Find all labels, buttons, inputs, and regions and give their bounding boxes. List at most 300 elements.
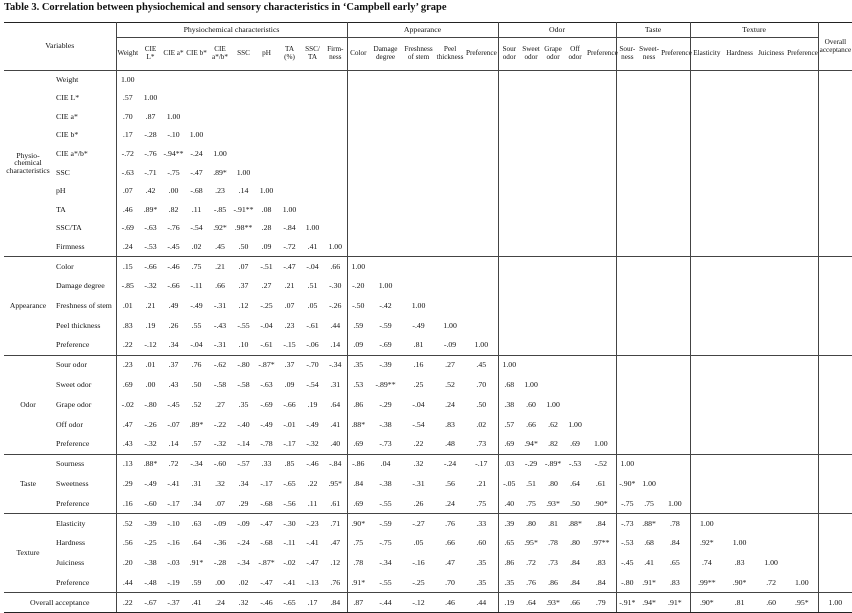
empty-cell xyxy=(723,201,756,220)
empty-cell xyxy=(723,219,756,238)
correlation-cell: .34 xyxy=(191,498,202,508)
empty-cell xyxy=(756,375,786,395)
variable-name: CIE b* xyxy=(52,126,116,145)
empty-cell xyxy=(435,145,465,164)
correlation-cell: .21 xyxy=(208,256,232,276)
empty-cell xyxy=(690,201,723,220)
correlation-cell: -.63 xyxy=(121,167,134,177)
correlation-cell: .14 xyxy=(238,186,249,196)
correlation-cell: .70 xyxy=(122,111,133,121)
correlation-cell: .84 xyxy=(570,558,580,568)
empty-cell xyxy=(723,145,756,164)
correlation-cell: .59 xyxy=(353,320,364,330)
correlation-cell: .40 xyxy=(324,435,347,455)
correlation-cell: .98** xyxy=(234,223,253,233)
empty-cell xyxy=(786,474,818,494)
column-header: Peel thickness xyxy=(435,38,465,71)
empty-cell xyxy=(638,375,660,395)
empty-cell xyxy=(723,108,756,127)
correlation-cell: 1.00 xyxy=(189,130,204,140)
correlation-cell: -.34 xyxy=(237,558,250,568)
correlation-cell: -.11 xyxy=(283,538,296,548)
correlation-cell: -.90* xyxy=(619,479,636,489)
correlation-cell: .69 xyxy=(353,439,364,449)
correlation-cell: -.71 xyxy=(144,167,157,177)
correlation-cell: .84 xyxy=(324,593,347,613)
empty-cell xyxy=(638,238,660,257)
empty-cell xyxy=(208,89,232,108)
table-row xyxy=(4,573,852,593)
correlation-cell: .46 xyxy=(122,204,133,214)
correlation-cell: -.23 xyxy=(301,514,324,534)
empty-cell xyxy=(723,474,756,494)
empty-cell xyxy=(786,454,818,474)
correlation-cell: -.39 xyxy=(369,355,402,375)
empty-cell xyxy=(498,296,520,316)
empty-cell xyxy=(638,256,660,276)
empty-cell xyxy=(520,108,542,127)
column-header: CIE a* xyxy=(162,38,185,71)
correlation-cell: -.47 xyxy=(278,256,301,276)
table-row xyxy=(4,534,852,554)
correlation-cell: -.55 xyxy=(237,320,250,330)
correlation-cell: .83 xyxy=(122,320,133,330)
empty-cell xyxy=(520,296,542,316)
correlation-cell: -.58 xyxy=(237,380,250,390)
column-header: Preference xyxy=(586,38,616,71)
correlation-cell: -.57 xyxy=(232,454,255,474)
correlation-cell: -.76 xyxy=(144,149,157,159)
variable-name: Damage degree xyxy=(52,276,116,296)
empty-cell xyxy=(756,435,786,455)
correlation-cell: 1.00 xyxy=(660,494,690,514)
correlation-cell: -.45 xyxy=(167,399,180,409)
correlation-cell: -.50 xyxy=(352,300,365,310)
empty-cell xyxy=(586,126,616,145)
empty-cell xyxy=(786,395,818,415)
correlation-cell: .01 xyxy=(122,300,133,310)
empty-cell xyxy=(616,108,638,127)
correlation-cell: -.49 xyxy=(190,300,203,310)
correlation-cell: .82 xyxy=(168,204,179,214)
empty-cell xyxy=(324,126,347,145)
correlation-cell: 1.00 xyxy=(305,223,320,233)
empty-cell xyxy=(818,553,852,573)
correlation-cell: -.34 xyxy=(324,355,347,375)
empty-cell xyxy=(638,336,660,356)
empty-cell xyxy=(232,145,255,164)
correlation-cell: .41 xyxy=(644,558,654,568)
empty-cell xyxy=(756,474,786,494)
correlation-cell: .15 xyxy=(116,256,139,276)
empty-cell xyxy=(542,256,564,276)
empty-cell xyxy=(564,163,586,182)
empty-cell xyxy=(301,201,324,220)
empty-cell xyxy=(255,71,278,90)
empty-cell xyxy=(162,71,185,90)
empty-cell xyxy=(660,201,690,220)
empty-cell xyxy=(255,108,278,127)
correlation-cell: .81 xyxy=(542,514,564,534)
correlation-cell: .71 xyxy=(324,514,347,534)
empty-cell xyxy=(756,355,786,375)
empty-cell xyxy=(520,355,542,375)
table-row xyxy=(4,108,852,127)
empty-cell xyxy=(586,276,616,296)
correlation-cell: -.25 xyxy=(260,300,273,310)
empty-cell xyxy=(616,182,638,201)
group-header-overall-acceptance: Overall acceptance xyxy=(818,23,852,71)
empty-cell xyxy=(435,201,465,220)
empty-cell xyxy=(638,415,660,435)
empty-cell xyxy=(255,163,278,182)
column-header: Firm- ness xyxy=(324,38,347,71)
table-row xyxy=(4,182,852,201)
correlation-cell: -.47 xyxy=(190,167,203,177)
correlation-cell: 1.00 xyxy=(586,435,616,455)
empty-cell xyxy=(786,182,818,201)
correlation-cell: -.75 xyxy=(621,498,634,508)
correlation-cell: .41 xyxy=(324,415,347,435)
empty-cell xyxy=(465,126,498,145)
correlation-cell: .93* xyxy=(546,498,560,508)
correlation-cell: .84 xyxy=(570,577,580,587)
empty-cell xyxy=(723,182,756,201)
empty-cell xyxy=(638,296,660,316)
empty-cell xyxy=(818,494,852,514)
empty-cell xyxy=(369,238,402,257)
correlation-cell: -.47 xyxy=(255,514,278,534)
empty-cell xyxy=(520,182,542,201)
variable-name: Hardness xyxy=(52,534,116,554)
correlation-cell: .27 xyxy=(435,355,465,375)
empty-cell xyxy=(586,296,616,316)
correlation-cell: -.27 xyxy=(402,514,435,534)
empty-cell xyxy=(660,296,690,316)
empty-cell xyxy=(690,71,723,90)
correlation-cell: -.38 xyxy=(144,558,157,568)
correlation-cell: -.30 xyxy=(324,276,347,296)
correlation-cell: -.44 xyxy=(369,593,402,613)
correlation-cell: .80 xyxy=(548,479,558,489)
correlation-cell: -.54 xyxy=(190,223,203,233)
empty-cell xyxy=(255,126,278,145)
correlation-cell: .60 xyxy=(526,399,536,409)
correlation-cell: .35 xyxy=(238,399,249,409)
empty-cell xyxy=(638,454,660,474)
empty-cell xyxy=(498,182,520,201)
correlation-cell: 1.00 xyxy=(143,93,158,103)
empty-cell xyxy=(616,145,638,164)
empty-cell xyxy=(818,145,852,164)
empty-cell xyxy=(756,182,786,201)
column-header: Grape odor xyxy=(542,38,564,71)
table-row xyxy=(4,256,852,276)
correlation-cell: 1.00 xyxy=(259,186,274,196)
empty-cell xyxy=(818,415,852,435)
correlation-cell: .57 xyxy=(122,93,133,103)
correlation-cell: .95* xyxy=(524,538,538,548)
empty-cell xyxy=(660,435,690,455)
empty-cell xyxy=(690,238,723,257)
variable-name: CIE a*/b* xyxy=(52,145,116,164)
correlation-cell: .17 xyxy=(301,593,324,613)
correlation-cell: -.49 xyxy=(306,419,319,429)
empty-cell xyxy=(616,336,638,356)
empty-cell xyxy=(616,71,638,90)
table-title: Table 3. Correlation between physiochemical and sensory characteristics in ‘Campbell early’ grape xyxy=(4,2,447,13)
empty-cell xyxy=(616,415,638,435)
empty-cell xyxy=(301,163,324,182)
empty-cell xyxy=(690,256,723,276)
empty-cell xyxy=(402,182,435,201)
correlation-cell: .05 xyxy=(307,300,318,310)
empty-cell xyxy=(786,145,818,164)
empty-cell xyxy=(402,163,435,182)
empty-cell xyxy=(756,395,786,415)
empty-cell xyxy=(586,238,616,257)
table-row xyxy=(4,336,852,356)
column-header: Freshness of stem xyxy=(402,38,435,71)
empty-cell xyxy=(786,108,818,127)
column-header: SSC/ TA xyxy=(301,38,324,71)
correlation-cell: .43 xyxy=(168,380,179,390)
table-row xyxy=(4,514,852,534)
correlation-cell: -.41 xyxy=(283,577,296,587)
correlation-cell: 1.00 xyxy=(690,514,723,534)
correlation-cell: -.03 xyxy=(167,558,180,568)
correlation-cell: .64 xyxy=(324,395,347,415)
correlation-cell: .90* xyxy=(586,494,616,514)
empty-cell xyxy=(660,395,690,415)
correlation-cell: .51 xyxy=(307,281,318,291)
empty-cell xyxy=(185,89,208,108)
correlation-cell: .17 xyxy=(122,130,133,140)
empty-cell xyxy=(690,494,723,514)
empty-cell xyxy=(786,276,818,296)
table-row xyxy=(4,296,852,316)
empty-cell xyxy=(723,256,756,276)
correlation-cell: .34 xyxy=(168,340,179,350)
correlation-cell: .23 xyxy=(215,186,225,196)
column-header: Damage degree xyxy=(369,38,402,71)
correlation-cell: -.49 xyxy=(260,419,273,429)
table-row xyxy=(4,219,852,238)
table-row xyxy=(4,415,852,435)
correlation-cell: -.17 xyxy=(283,439,296,449)
empty-cell xyxy=(690,415,723,435)
correlation-cell: .89* xyxy=(213,167,227,177)
group-header-texture: Texture xyxy=(690,23,818,38)
table-row xyxy=(4,375,852,395)
empty-cell xyxy=(818,474,852,494)
correlation-cell: .99** xyxy=(698,577,716,587)
empty-cell xyxy=(756,89,786,108)
empty-cell xyxy=(301,71,324,90)
empty-cell xyxy=(638,182,660,201)
empty-cell xyxy=(435,89,465,108)
correlation-cell: .32 xyxy=(402,454,435,474)
empty-cell xyxy=(638,108,660,127)
correlation-cell: -.73 xyxy=(379,439,392,449)
correlation-cell: .48 xyxy=(445,439,455,449)
empty-cell xyxy=(564,89,586,108)
empty-cell xyxy=(542,182,564,201)
empty-cell xyxy=(690,454,723,474)
empty-cell xyxy=(723,494,756,514)
correlation-cell: .68 xyxy=(504,380,515,390)
correlation-cell: -.75 xyxy=(379,538,392,548)
correlation-cell: -.85 xyxy=(213,204,227,214)
correlation-cell: .97** xyxy=(586,534,616,554)
correlation-cell: .41 xyxy=(307,241,318,251)
variable-name: Preference xyxy=(52,435,116,455)
correlation-cell: .49 xyxy=(168,300,179,310)
correlation-cell: .26 xyxy=(413,498,424,508)
correlation-cell: .14 xyxy=(324,336,347,356)
correlation-cell: 1.00 xyxy=(546,399,560,409)
empty-cell xyxy=(324,108,347,127)
correlation-cell: -.73 xyxy=(616,514,638,534)
empty-cell xyxy=(756,256,786,276)
correlation-cell: .33 xyxy=(465,514,498,534)
correlation-cell: .84 xyxy=(586,514,616,534)
empty-cell xyxy=(232,108,255,127)
correlation-cell: .66 xyxy=(526,419,536,429)
empty-cell xyxy=(185,71,208,90)
empty-cell xyxy=(690,296,723,316)
correlation-cell: -.47 xyxy=(260,577,273,587)
correlation-cell: .66 xyxy=(324,256,347,276)
correlation-cell: -.40 xyxy=(237,419,250,429)
correlation-cell: -.72 xyxy=(283,241,296,251)
correlation-cell: .64 xyxy=(520,593,542,613)
column-header: SSC xyxy=(232,38,255,71)
empty-cell xyxy=(542,316,564,336)
variable-name: TA xyxy=(52,201,116,220)
empty-cell xyxy=(369,126,402,145)
empty-cell xyxy=(498,256,520,276)
correlation-cell: .34 xyxy=(238,479,249,489)
empty-cell xyxy=(756,276,786,296)
empty-cell xyxy=(723,71,756,90)
correlation-cell: 1.00 xyxy=(443,320,457,330)
correlation-cell: .95* xyxy=(324,474,347,494)
empty-cell xyxy=(435,256,465,276)
empty-cell xyxy=(564,375,586,395)
empty-cell xyxy=(564,276,586,296)
correlation-cell: .92* xyxy=(700,538,714,548)
correlation-cell: -.67 xyxy=(139,593,162,613)
correlation-cell: .75 xyxy=(526,498,536,508)
empty-cell xyxy=(586,219,616,238)
empty-cell xyxy=(786,514,818,534)
empty-cell xyxy=(616,276,638,296)
empty-cell xyxy=(542,375,564,395)
correlation-cell: .37 xyxy=(238,281,249,291)
empty-cell xyxy=(278,145,301,164)
variable-name: pH xyxy=(52,182,116,201)
correlation-cell: .78 xyxy=(353,558,364,568)
correlation-cell: .75 xyxy=(644,498,654,508)
correlation-cell: 1.00 xyxy=(616,454,638,474)
empty-cell xyxy=(402,71,435,90)
correlation-cell: .79 xyxy=(586,593,616,613)
correlation-cell: .75 xyxy=(185,256,208,276)
variable-name: Color xyxy=(52,256,116,276)
empty-cell xyxy=(347,71,369,90)
empty-cell xyxy=(660,415,690,435)
correlation-cell: -.52 xyxy=(586,454,616,474)
correlation-cell: .69 xyxy=(504,439,515,449)
correlation-cell: -.86 xyxy=(347,454,369,474)
correlation-cell: .25 xyxy=(413,380,424,390)
empty-cell xyxy=(255,89,278,108)
correlation-cell: .04 xyxy=(369,454,402,474)
empty-cell xyxy=(520,201,542,220)
empty-cell xyxy=(690,395,723,415)
empty-cell xyxy=(369,219,402,238)
correlation-cell: .72 xyxy=(162,454,185,474)
correlation-cell: .78 xyxy=(548,538,558,548)
correlation-cell: .27 xyxy=(215,399,225,409)
correlation-cell: 1.00 xyxy=(378,281,393,291)
empty-cell xyxy=(586,355,616,375)
empty-cell xyxy=(435,182,465,201)
empty-cell xyxy=(756,145,786,164)
empty-cell xyxy=(232,126,255,145)
correlation-cell: 1.00 xyxy=(498,355,520,375)
empty-cell xyxy=(638,89,660,108)
correlation-cell: -.14 xyxy=(237,439,250,449)
correlation-cell: .47 xyxy=(445,558,455,568)
overall-acceptance-row xyxy=(4,593,852,613)
empty-cell xyxy=(638,355,660,375)
empty-cell xyxy=(786,163,818,182)
empty-cell xyxy=(756,71,786,90)
correlation-cell: .57 xyxy=(504,419,515,429)
correlation-cell: .24 xyxy=(445,399,455,409)
empty-cell xyxy=(818,126,852,145)
empty-cell xyxy=(498,201,520,220)
empty-cell xyxy=(756,126,786,145)
correlation-cell: -.48 xyxy=(144,577,157,587)
empty-cell xyxy=(520,163,542,182)
correlation-cell: .33 xyxy=(255,454,278,474)
correlation-cell: -.75 xyxy=(167,167,180,177)
empty-cell xyxy=(369,89,402,108)
empty-cell xyxy=(586,375,616,395)
correlation-cell: -.31 xyxy=(412,479,425,489)
empty-cell xyxy=(520,336,542,356)
correlation-cell: .87 xyxy=(347,593,369,613)
empty-cell xyxy=(660,182,690,201)
empty-cell xyxy=(786,534,818,554)
empty-cell xyxy=(690,89,723,108)
correlation-cell: .45 xyxy=(215,241,225,251)
correlation-cell: .03 xyxy=(498,454,520,474)
correlation-cell: -.55 xyxy=(379,498,392,508)
empty-cell xyxy=(638,435,660,455)
group-header-taste: Taste xyxy=(616,23,690,38)
empty-cell xyxy=(786,71,818,90)
table-row xyxy=(4,454,852,474)
empty-cell xyxy=(435,296,465,316)
correlation-cell: .38 xyxy=(504,399,515,409)
variable-name: Sweet odor xyxy=(52,375,116,395)
empty-cell xyxy=(660,454,690,474)
empty-cell xyxy=(232,89,255,108)
